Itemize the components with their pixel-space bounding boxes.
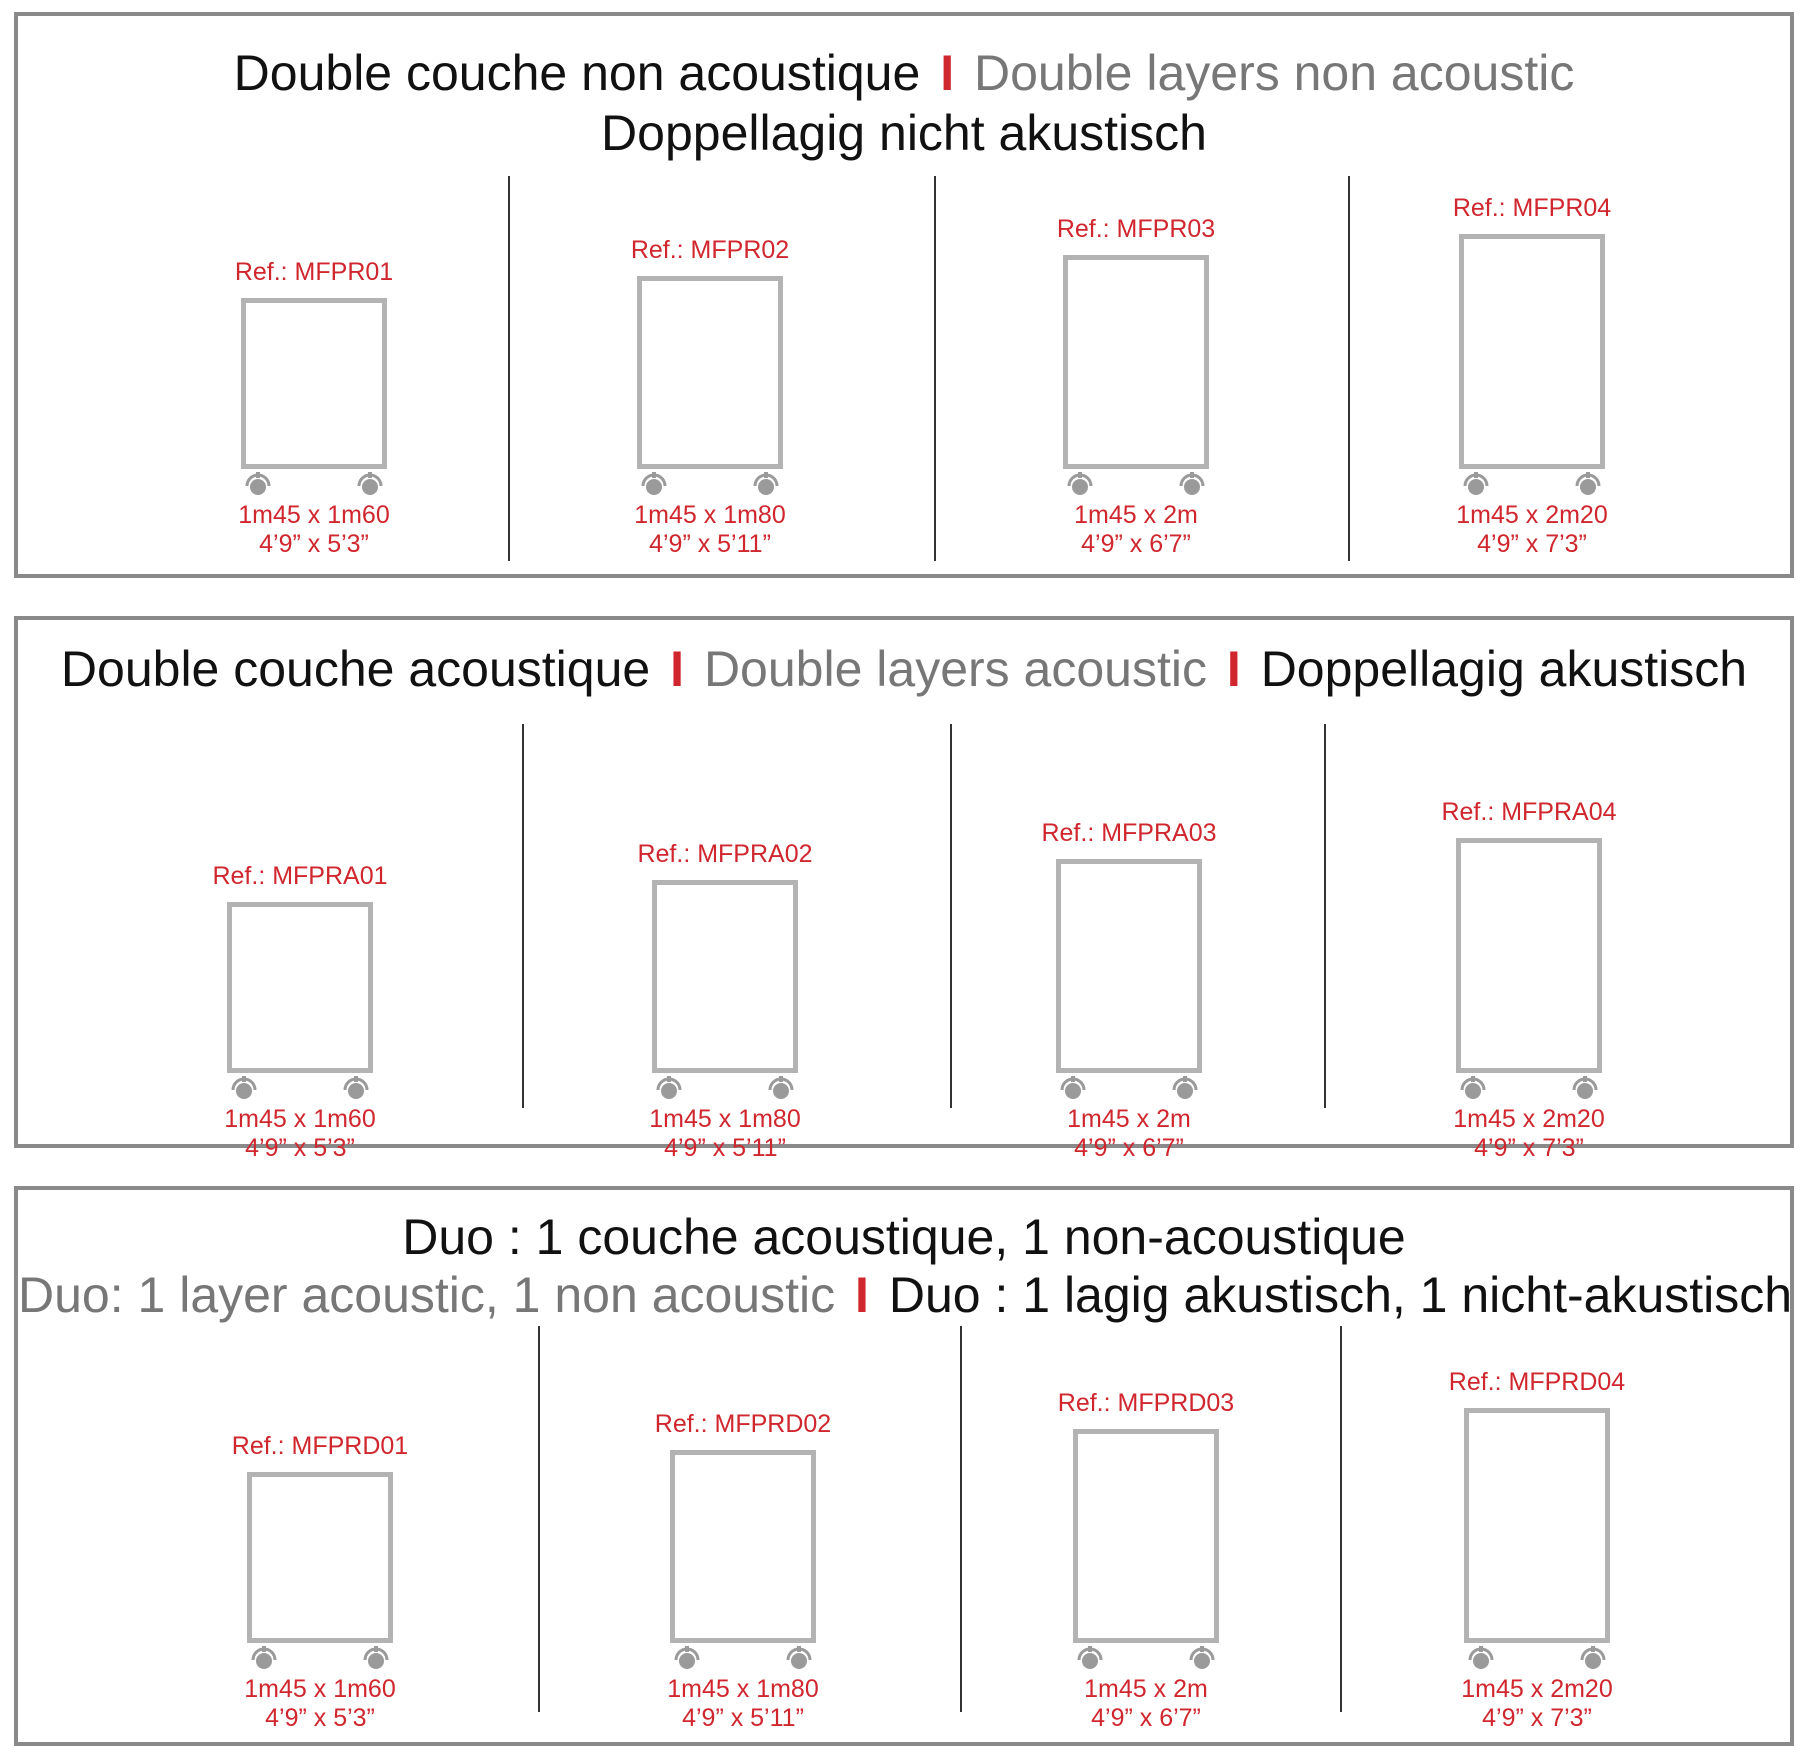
size-imperial: 4’9” x 5’3” bbox=[245, 1134, 355, 1162]
product-ref: Ref.: MFPR04 bbox=[1452, 194, 1612, 222]
caster-wheel-icon bbox=[768, 1076, 794, 1102]
caster-wheel-icon bbox=[1067, 472, 1093, 498]
product-item bbox=[560, 16, 860, 582]
product-ref: Ref.: MFPRD04 bbox=[1448, 1368, 1626, 1396]
size-imperial: 4’9” x 6’7” bbox=[1081, 530, 1191, 558]
size-metric: 1m45 x 1m80 bbox=[667, 1675, 819, 1703]
column-divider bbox=[522, 724, 524, 1108]
caster-wheel bbox=[1468, 1646, 1494, 1672]
caster-wheel-icon bbox=[674, 1646, 700, 1672]
caster-wheel bbox=[1189, 1646, 1215, 1672]
caster-wheel bbox=[768, 1076, 794, 1102]
column-divider bbox=[538, 1326, 540, 1712]
screen-panel-outline bbox=[1063, 255, 1209, 469]
size-imperial: 4’9” x 7’3” bbox=[1477, 530, 1587, 558]
caster-wheel bbox=[1572, 1076, 1598, 1102]
heading-text-en: Duo: 1 layer acoustic, 1 non acoustic bbox=[18, 1267, 836, 1323]
size-imperial: 4’9” x 5’11” bbox=[664, 1134, 786, 1162]
product-item bbox=[1387, 1190, 1687, 1750]
product-item bbox=[593, 1190, 893, 1750]
column-divider bbox=[1348, 176, 1350, 561]
heading-text-fr: Double couche acoustique bbox=[60, 641, 651, 697]
heading-text-fr: Double couche non acoustique bbox=[233, 45, 921, 101]
heading-text-de: Doppellagig akustisch bbox=[1260, 641, 1748, 697]
caster-wheel bbox=[231, 1076, 257, 1102]
column-divider bbox=[1340, 1326, 1342, 1712]
size-imperial: 4’9” x 7’3” bbox=[1482, 1704, 1592, 1732]
size-metric: 1m45 x 1m60 bbox=[238, 501, 390, 529]
screen-panel-outline bbox=[652, 880, 798, 1073]
caster-wheel bbox=[674, 1646, 700, 1672]
caster-wheel-icon bbox=[1572, 1076, 1598, 1102]
size-metric: 1m45 x 1m80 bbox=[634, 501, 786, 529]
product-ref: Ref.: MFPRA04 bbox=[1441, 798, 1617, 826]
screen-panel-outline bbox=[1459, 234, 1605, 469]
caster-wheel bbox=[245, 472, 271, 498]
product-ref: Ref.: MFPR02 bbox=[630, 236, 790, 264]
size-metric: 1m45 x 1m80 bbox=[649, 1105, 801, 1133]
caster-wheel bbox=[656, 1076, 682, 1102]
caster-wheel bbox=[363, 1646, 389, 1672]
caster-wheel-icon bbox=[1575, 472, 1601, 498]
caster-wheel-icon bbox=[343, 1076, 369, 1102]
product-ref: Ref.: MFPRA02 bbox=[637, 840, 813, 868]
product-ref: Ref.: MFPR01 bbox=[234, 258, 394, 286]
caster-wheel bbox=[786, 1646, 812, 1672]
size-imperial: 4’9” x 5’3” bbox=[265, 1704, 375, 1732]
caster-wheel-icon bbox=[1179, 472, 1205, 498]
caster-wheel-icon bbox=[786, 1646, 812, 1672]
heading-text-de: Doppellagig nicht akustisch bbox=[601, 105, 1207, 161]
product-item bbox=[986, 16, 1286, 582]
size-imperial: 4’9” x 5’11” bbox=[649, 530, 771, 558]
screen-panel-outline bbox=[670, 1450, 816, 1643]
heading-text-fr: Duo : 1 couche acoustique, 1 non-acoustique bbox=[402, 1209, 1406, 1265]
product-item bbox=[996, 1190, 1296, 1750]
size-imperial: 4’9” x 5’11” bbox=[682, 1704, 804, 1732]
product-ref: Ref.: MFPRD02 bbox=[654, 1410, 832, 1438]
caster-wheel-icon bbox=[357, 472, 383, 498]
column-divider bbox=[950, 724, 952, 1108]
caster-wheel-icon bbox=[1463, 472, 1489, 498]
size-imperial: 4’9” x 6’7” bbox=[1091, 1704, 1201, 1732]
screen-panel-outline bbox=[637, 276, 783, 469]
size-metric: 1m45 x 2m bbox=[1067, 1105, 1191, 1133]
caster-wheel bbox=[641, 472, 667, 498]
caster-wheel-icon bbox=[1580, 1646, 1606, 1672]
screen-panel-outline bbox=[247, 1472, 393, 1643]
product-ref: Ref.: MFPR03 bbox=[1056, 215, 1216, 243]
screen-panel-outline bbox=[1056, 859, 1202, 1073]
caster-wheel bbox=[1077, 1646, 1103, 1672]
size-imperial: 4’9” x 6’7” bbox=[1074, 1134, 1184, 1162]
product-item bbox=[1382, 16, 1682, 582]
caster-wheel-icon bbox=[245, 472, 271, 498]
caster-wheel-icon bbox=[656, 1076, 682, 1102]
caster-wheel bbox=[1060, 1076, 1086, 1102]
section-3 bbox=[14, 1186, 1794, 1746]
heading-text-de: Duo : 1 lagig akustisch, 1 nicht-akustisch bbox=[888, 1267, 1793, 1323]
caster-wheel-icon bbox=[363, 1646, 389, 1672]
heading-text-en: Double layers non acoustic bbox=[974, 45, 1575, 101]
caster-wheel bbox=[1580, 1646, 1606, 1672]
product-item bbox=[1379, 620, 1679, 1162]
product-item bbox=[979, 620, 1279, 1162]
caster-wheel bbox=[1575, 472, 1601, 498]
caster-wheel-icon bbox=[231, 1076, 257, 1102]
product-ref: Ref.: MFPRA01 bbox=[212, 862, 388, 890]
caster-wheel bbox=[251, 1646, 277, 1672]
product-ref: Ref.: MFPRD03 bbox=[1057, 1389, 1235, 1417]
caster-wheel bbox=[1460, 1076, 1486, 1102]
size-imperial: 4’9” x 7’3” bbox=[1474, 1134, 1584, 1162]
screen-panel-outline bbox=[1073, 1429, 1219, 1643]
product-ref: Ref.: MFPRD01 bbox=[231, 1432, 409, 1460]
caster-wheel-icon bbox=[251, 1646, 277, 1672]
screen-panel-outline bbox=[1464, 1408, 1610, 1643]
section-2 bbox=[14, 616, 1794, 1162]
size-metric: 1m45 x 2m20 bbox=[1453, 1105, 1605, 1133]
size-metric: 1m45 x 1m60 bbox=[224, 1105, 376, 1133]
product-item bbox=[150, 620, 450, 1162]
heading-separator: I bbox=[855, 1267, 869, 1323]
caster-wheel bbox=[357, 472, 383, 498]
heading-text-en: Double layers acoustic bbox=[703, 641, 1207, 697]
caster-wheel-icon bbox=[1468, 1646, 1494, 1672]
caster-wheel bbox=[343, 1076, 369, 1102]
size-metric: 1m45 x 2m20 bbox=[1461, 1675, 1613, 1703]
heading-separator: I bbox=[1226, 641, 1241, 697]
heading-separator: I bbox=[670, 641, 685, 697]
caster-wheel-icon bbox=[1077, 1646, 1103, 1672]
caster-wheel-icon bbox=[753, 472, 779, 498]
size-metric: 1m45 x 1m60 bbox=[244, 1675, 396, 1703]
product-ref: Ref.: MFPRA03 bbox=[1041, 819, 1217, 847]
caster-wheel bbox=[1463, 472, 1489, 498]
product-item bbox=[170, 1190, 470, 1750]
size-metric: 1m45 x 2m20 bbox=[1456, 501, 1608, 529]
screen-panel-outline bbox=[1456, 838, 1602, 1073]
column-divider bbox=[508, 176, 510, 561]
screen-panel-outline bbox=[241, 298, 387, 469]
caster-wheel bbox=[1179, 472, 1205, 498]
column-divider bbox=[1324, 724, 1326, 1108]
caster-wheel-icon bbox=[1460, 1076, 1486, 1102]
caster-wheel-icon bbox=[1172, 1076, 1198, 1102]
product-item bbox=[575, 620, 875, 1162]
screen-panel-outline bbox=[227, 902, 373, 1073]
size-metric: 1m45 x 2m bbox=[1084, 1675, 1208, 1703]
heading-separator: I bbox=[940, 45, 955, 101]
caster-wheel bbox=[1172, 1076, 1198, 1102]
column-divider bbox=[934, 176, 936, 561]
column-divider bbox=[960, 1326, 962, 1712]
caster-wheel bbox=[1067, 472, 1093, 498]
caster-wheel-icon bbox=[1060, 1076, 1086, 1102]
caster-wheel bbox=[753, 472, 779, 498]
caster-wheel-icon bbox=[641, 472, 667, 498]
caster-wheel-icon bbox=[1189, 1646, 1215, 1672]
size-imperial: 4’9” x 5’3” bbox=[259, 530, 369, 558]
product-item bbox=[164, 16, 464, 582]
size-metric: 1m45 x 2m bbox=[1074, 501, 1198, 529]
section-1 bbox=[14, 12, 1794, 578]
